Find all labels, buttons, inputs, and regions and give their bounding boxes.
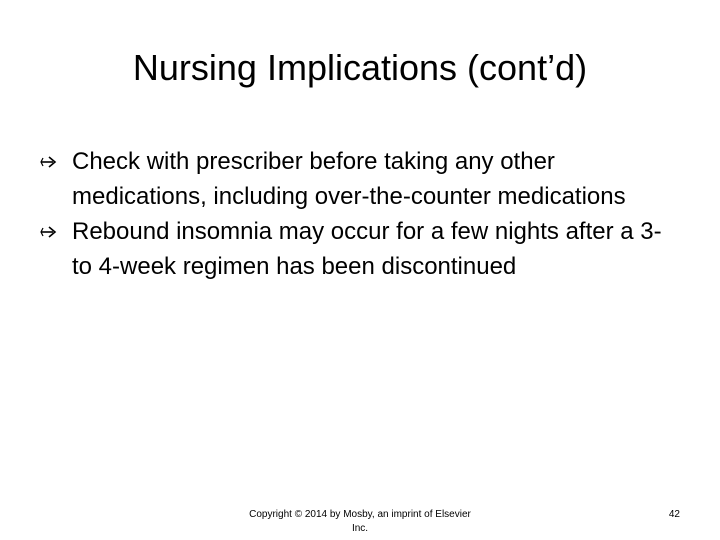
bullet-arrow-icon <box>40 225 58 239</box>
page-number: 42 <box>668 509 680 520</box>
bullet-arrow-icon <box>40 155 58 169</box>
slide-title: Nursing Implications (cont’d) <box>132 47 588 88</box>
bullet-text: Check with prescriber before taking any other medications, including over-the-counter medications <box>72 148 626 210</box>
bullet-text: Rebound insomnia may occur for a few nights after a 3- to 4-week regimen has been discontinued <box>72 218 662 280</box>
bullet-list <box>40 144 680 284</box>
bullet-item <box>40 144 680 214</box>
copyright-footer: Copyright © 2014 by Mosby, an imprint of Elsevier Inc. <box>249 509 471 534</box>
bullet-item <box>40 214 680 284</box>
